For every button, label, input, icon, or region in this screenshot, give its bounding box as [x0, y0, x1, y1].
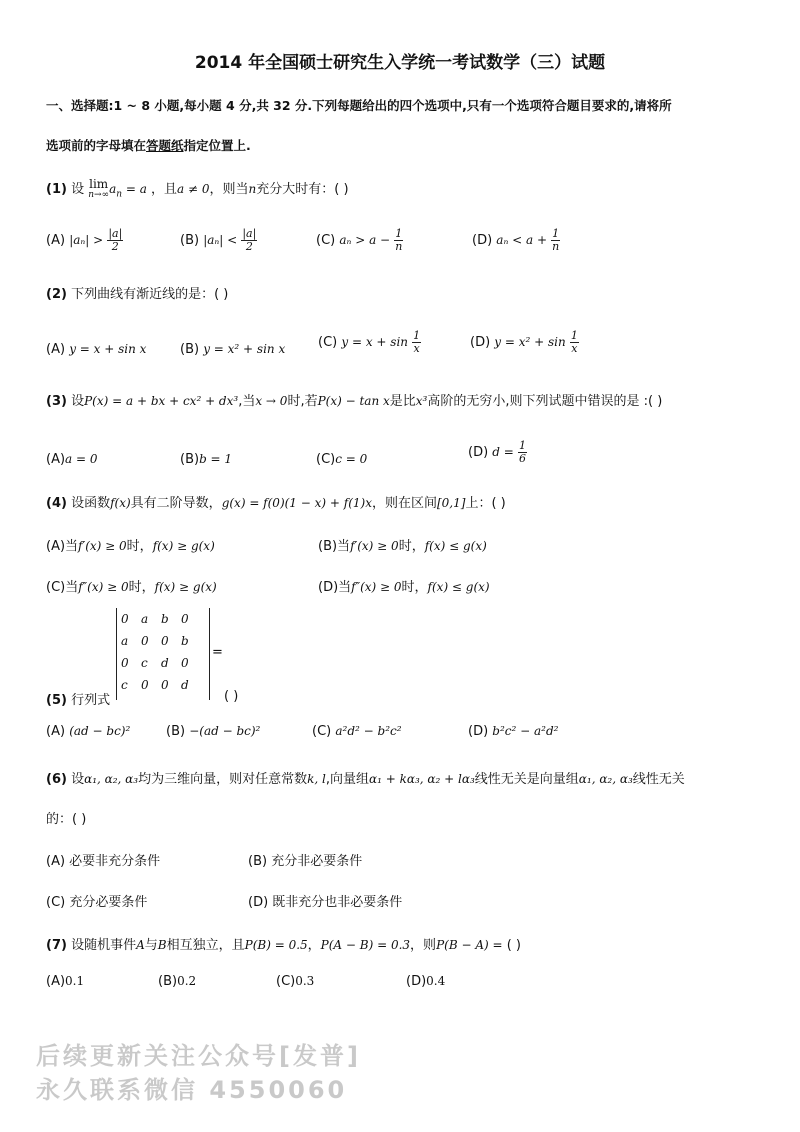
- text: 设: [71, 394, 85, 409]
- matrix-cell: 0: [161, 678, 169, 692]
- option-label: (D): [468, 445, 489, 460]
- watermark-line2: 永久联系微信 4550060: [36, 1076, 348, 1104]
- math: f′(x) ≥ 0: [78, 539, 127, 553]
- math: α₁, α₂, α₃: [84, 772, 139, 786]
- math: 0.3: [295, 974, 315, 988]
- matrix-cell: 0: [121, 656, 129, 670]
- q3-option-a: [46, 452, 98, 467]
- question-2-stem: [46, 283, 228, 302]
- option-label: (B): [180, 342, 200, 357]
- math-subscript: n: [116, 189, 123, 200]
- matrix-cell: a: [141, 612, 149, 626]
- text: 时，: [128, 580, 155, 595]
- question-number: (4): [46, 496, 67, 511]
- q1-option-d: [472, 228, 560, 253]
- numerator: 1: [395, 227, 403, 240]
- denominator: x: [413, 342, 420, 355]
- q3-option-c: [316, 452, 367, 467]
- question-1-stem: [46, 178, 349, 201]
- math: f(x) ≤ g(x): [424, 539, 487, 553]
- math: −(ad − bc)²: [189, 724, 261, 738]
- fraction: [107, 228, 123, 253]
- text: 线性无关: [632, 772, 685, 787]
- text: 与: [144, 938, 158, 953]
- q5-option-c: [312, 724, 402, 739]
- math: a: [109, 182, 117, 196]
- denominator: n: [552, 240, 560, 253]
- math: 0.2: [177, 974, 197, 988]
- math: a²d² − b²c²: [335, 724, 402, 738]
- q4-option-a: [46, 535, 215, 554]
- q1-option-a: [46, 228, 123, 253]
- section-instruction-line2: [46, 136, 251, 154]
- q1-option-c: [316, 228, 403, 253]
- text: ( ): [506, 938, 521, 953]
- matrix-cell: 0: [141, 678, 149, 692]
- math: b = 1: [199, 452, 233, 466]
- option-label: (B): [166, 724, 186, 739]
- denominator: 2: [245, 240, 253, 253]
- math: α₁, α₂, α₃: [578, 772, 633, 786]
- text: ，则当: [209, 182, 249, 197]
- q7-option-b: [158, 974, 196, 989]
- q2-option-c: [318, 330, 421, 355]
- math: P(B − A) =: [436, 938, 503, 952]
- q4-option-c: [46, 576, 217, 595]
- q1-option-b: [180, 228, 257, 253]
- math: f″(x) ≥ 0: [351, 580, 402, 594]
- q2-option-d: [470, 330, 579, 355]
- text: ,向量组: [325, 772, 369, 787]
- matrix-cell: b: [161, 612, 169, 626]
- option-label: (A): [46, 724, 66, 739]
- q5-option-a: [46, 724, 130, 739]
- text: 设函数: [71, 496, 111, 511]
- question-3-stem: [46, 390, 662, 409]
- limit-expression: [88, 176, 110, 201]
- question-6-stem-line2: 的：( ): [46, 812, 87, 827]
- math: y = x + sin x: [69, 342, 147, 356]
- option-label: (B): [180, 452, 200, 467]
- math: y = x² + sin: [494, 335, 566, 349]
- math: |aₙ| >: [69, 233, 104, 247]
- option-label: (D)当: [318, 580, 352, 595]
- option-label: (C): [312, 724, 332, 739]
- math: f(x) ≥ g(x): [152, 539, 215, 553]
- matrix-cell: d: [161, 656, 169, 670]
- determinant-matrix: [116, 608, 210, 700]
- text: 下列曲线有渐近线的是：( ): [71, 287, 229, 302]
- math: |aₙ| <: [203, 233, 238, 247]
- option-label: (B): [158, 974, 178, 989]
- fraction: [551, 228, 560, 253]
- math: (ad − bc)²: [69, 724, 131, 738]
- math: x → 0: [255, 394, 288, 408]
- fraction: [412, 330, 421, 355]
- q7-option-a: [46, 974, 84, 989]
- text: 相互独立，且: [166, 938, 245, 953]
- matrix-table: [121, 608, 201, 696]
- q5-option-d: [468, 724, 558, 739]
- option-label: (D): [468, 724, 489, 739]
- lim-label: lim: [89, 176, 109, 191]
- numerator: |a|: [108, 227, 123, 240]
- math: b²c² − a²d²: [492, 724, 559, 738]
- math: P(x) = a + bx + cx² + dx³: [84, 394, 239, 408]
- math: f(x) ≥ g(x): [154, 580, 217, 594]
- text: 具有二阶导数，: [130, 496, 222, 511]
- numerator: 1: [413, 329, 421, 342]
- option-label: (D): [470, 335, 491, 350]
- matrix-cell: 0: [181, 656, 189, 670]
- option-label: (A): [46, 452, 66, 467]
- math: f(x): [110, 496, 131, 510]
- fraction: [241, 228, 257, 253]
- text: 均为三维向量，则对任意常数: [138, 772, 308, 787]
- matrix-cell: 0: [161, 634, 169, 648]
- math: 0.1: [65, 974, 85, 988]
- q6-option-b: (B) 充分非必要条件: [248, 854, 363, 869]
- q3-option-b: [180, 452, 232, 467]
- matrix-cell: a: [121, 634, 129, 648]
- math: α₁ + kα₃, α₂ + lα₃: [369, 772, 475, 786]
- option-label: (C): [276, 974, 296, 989]
- numerator: 1: [570, 329, 578, 342]
- matrix-row: [121, 608, 201, 630]
- matrix-cell: c: [141, 656, 148, 670]
- option-label: (D): [472, 233, 493, 248]
- q2-option-b: [180, 342, 285, 357]
- option-label: (A): [46, 233, 66, 248]
- question-4-stem: [46, 492, 506, 511]
- option-label: (B): [180, 233, 200, 248]
- math: P(x) − tan x: [317, 394, 390, 408]
- math: y = x² + sin x: [203, 342, 286, 356]
- question-number: (2): [46, 287, 67, 302]
- question-number: (5): [46, 693, 67, 708]
- math: k, l: [307, 772, 326, 786]
- instruction-text-tail: 指定位置上.: [183, 138, 251, 153]
- math: B: [157, 938, 167, 952]
- denominator: 2: [111, 240, 119, 253]
- text: ，: [307, 938, 321, 953]
- math: y = x + sin: [341, 335, 409, 349]
- text: 设: [71, 182, 85, 197]
- numerator: 1: [552, 227, 560, 240]
- q4-option-d: [318, 576, 490, 595]
- q3-option-d: [468, 440, 527, 465]
- text: 高阶的无穷小,则下列试题中错误的是 :( ): [427, 394, 663, 409]
- q5-option-b: [166, 724, 260, 739]
- matrix-cell: b: [181, 634, 189, 648]
- option-label: (C): [316, 452, 336, 467]
- text: 是比: [389, 394, 416, 409]
- math: a ≠ 0: [177, 182, 210, 196]
- option-label: (A): [46, 342, 66, 357]
- numerator: |a|: [242, 227, 257, 240]
- question-number: (6): [46, 772, 67, 787]
- q6-option-a: (A) 必要非充分条件: [46, 854, 161, 869]
- text: 时，: [398, 539, 425, 554]
- denominator: x: [571, 342, 578, 355]
- text: 行列式: [71, 693, 111, 708]
- matrix-cell: 0: [141, 634, 149, 648]
- denominator: n: [395, 240, 403, 253]
- q4-option-b: [318, 535, 487, 554]
- watermark-line1: 后续更新关注公众号[发普]: [36, 1042, 361, 1070]
- lim-subscript: n→∞: [88, 189, 110, 200]
- numerator: 1: [519, 439, 526, 452]
- matrix-cell: c: [121, 678, 128, 692]
- matrix-row: [121, 652, 201, 674]
- text: 时,若: [287, 394, 318, 409]
- matrix-cell: d: [181, 678, 189, 692]
- text: ，则在区间: [371, 496, 437, 511]
- question-number: (3): [46, 394, 67, 409]
- fraction: [394, 228, 403, 253]
- q7-option-d: [406, 974, 445, 989]
- math: n: [248, 182, 257, 196]
- q2-option-a: [46, 342, 146, 357]
- matrix-row: [121, 674, 201, 696]
- math: x³: [415, 394, 428, 408]
- option-label: (C)当: [46, 580, 79, 595]
- text: 时，: [401, 580, 428, 595]
- math: 0.4: [426, 974, 446, 988]
- math: d =: [492, 445, 514, 459]
- matrix-cell: 0: [121, 612, 129, 626]
- page-title: 2014 年全国硕士研究生入学统一考试数学（三）试题: [194, 53, 606, 73]
- answer-sheet-text: 答题纸: [146, 138, 184, 153]
- math: a = 0: [65, 452, 98, 466]
- math: g(x) = f(0)(1 − x) + f(1)x: [221, 496, 372, 510]
- math: A: [136, 938, 145, 952]
- option-label: (D): [406, 974, 427, 989]
- question-number: (1): [46, 182, 67, 197]
- option-label: (A)当: [46, 539, 79, 554]
- determinant-equals: =: [212, 645, 223, 660]
- math: P(A − B) = 0.3: [320, 938, 411, 952]
- math: P(B) = 0.5: [244, 938, 308, 952]
- math: f″(x) ≥ 0: [78, 580, 129, 594]
- math: c = 0: [335, 452, 368, 466]
- option-label: (A): [46, 974, 66, 989]
- text: 时，: [126, 539, 153, 554]
- math: = a: [122, 182, 147, 196]
- text: 充分大时有：( ): [256, 182, 349, 197]
- option-label: (C): [316, 233, 336, 248]
- text: 上：( ): [465, 496, 506, 511]
- math: f′(x) ≥ 0: [350, 539, 399, 553]
- text: 设: [71, 772, 85, 787]
- option-label: (C): [318, 335, 338, 350]
- q7-option-c: [276, 974, 314, 989]
- q6-option-d: (D) 既非充分也非必要条件: [248, 895, 403, 910]
- math: aₙ < a +: [496, 233, 548, 247]
- fraction: [518, 440, 527, 465]
- denominator: 6: [519, 452, 526, 465]
- matrix-row: [121, 630, 201, 652]
- math: f(x) ≤ g(x): [427, 580, 490, 594]
- text: ，且: [151, 182, 178, 197]
- instruction-text: 选项前的字母填在: [46, 138, 147, 153]
- question-5-stem: [46, 689, 110, 708]
- math: aₙ > a −: [339, 233, 391, 247]
- text: ，则: [410, 938, 437, 953]
- question-7-stem: [46, 934, 521, 953]
- section-instruction-line1: 一、选择题:1 ~ 8 小题,每小题 4 分,共 32 分.下列每题给出的四个选项中,只有一个选项符合题目要求的,请将所: [46, 98, 672, 113]
- math: [0,1]: [436, 496, 466, 510]
- text: ,当: [238, 394, 256, 409]
- question-number: (7): [46, 938, 67, 953]
- q5-answer-paren: ( ): [224, 689, 239, 704]
- question-6-stem: [46, 768, 685, 787]
- matrix-cell: 0: [181, 612, 189, 626]
- fraction: [570, 330, 579, 355]
- q6-option-c: (C) 充分必要条件: [46, 895, 148, 910]
- option-label: (B)当: [318, 539, 351, 554]
- text: 线性无关是向量组: [474, 772, 579, 787]
- text: 设随机事件: [71, 938, 137, 953]
